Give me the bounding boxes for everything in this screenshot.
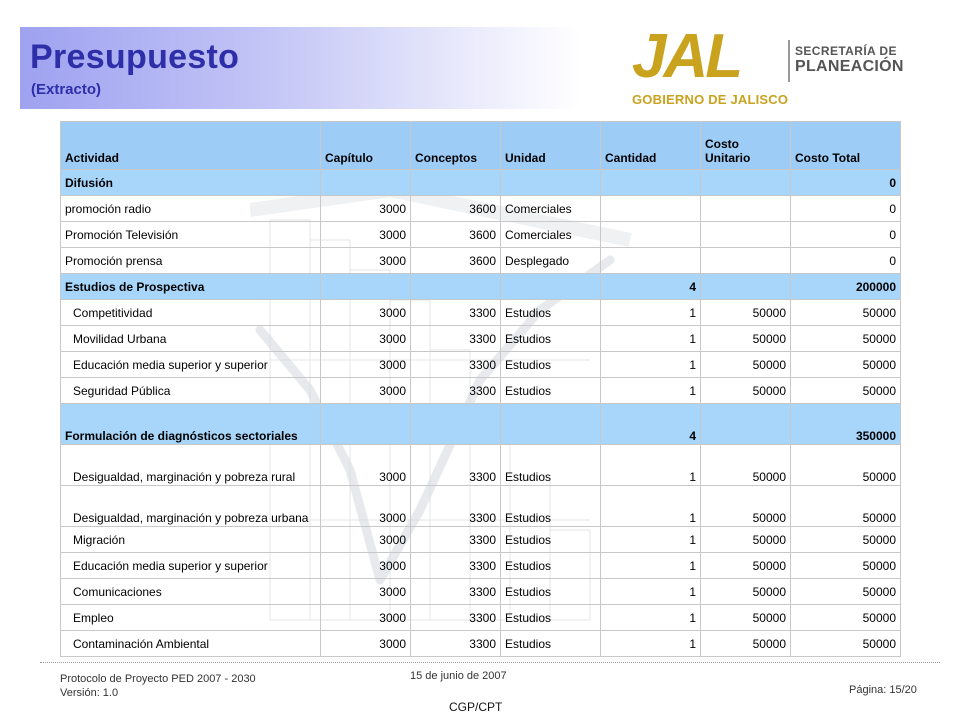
col-header-actividad: Actividad: [61, 122, 321, 170]
table-cell: 3000: [321, 553, 411, 579]
table-cell: 3600: [411, 196, 501, 222]
table-cell: 3300: [411, 445, 501, 486]
table-cell: [411, 274, 501, 300]
table-cell: 0: [791, 248, 901, 274]
table-cell: 4: [601, 274, 701, 300]
table-cell: Estudios: [501, 300, 601, 326]
table-cell: 0: [791, 222, 901, 248]
table-cell: Contaminación Ambiental: [61, 631, 321, 657]
table-cell: 50000: [791, 352, 901, 378]
col-header-conceptos: Conceptos: [411, 122, 501, 170]
table-cell: 3000: [321, 445, 411, 486]
table-cell: 0: [791, 196, 901, 222]
table-cell: Promoción Televisión: [61, 222, 321, 248]
table-cell: 50000: [791, 527, 901, 553]
table-row: [61, 631, 901, 657]
table-row: [61, 486, 901, 527]
table-row: [61, 248, 901, 274]
table-cell: Educación media superior y superior: [61, 553, 321, 579]
table-cell: 1: [601, 527, 701, 553]
logo-secretaria-text: SECRETARÍA DE: [795, 44, 897, 58]
table-cell: 3000: [321, 300, 411, 326]
table-cell: 50000: [791, 486, 901, 527]
table-cell: 3300: [411, 326, 501, 352]
table-cell: 3000: [321, 326, 411, 352]
table-cell: [501, 170, 601, 196]
table-cell: [601, 170, 701, 196]
table-cell: 50000: [791, 378, 901, 404]
logo-planeacion-text: PLANEACIÓN: [795, 58, 904, 75]
table-cell: [701, 170, 791, 196]
footer-org: CGP/CPT: [449, 700, 503, 714]
table-row: [61, 300, 901, 326]
logo-divider: [788, 40, 790, 82]
table-cell: 3600: [411, 222, 501, 248]
table-cell: Comunicaciones: [61, 579, 321, 605]
table-cell: 3600: [411, 248, 501, 274]
table-cell: Empleo: [61, 605, 321, 631]
table-cell: [321, 404, 411, 445]
table-cell: 1: [601, 352, 701, 378]
table-cell: 1: [601, 631, 701, 657]
table-cell: Estudios: [501, 352, 601, 378]
table-cell: Difusión: [61, 170, 321, 196]
table-row: [61, 196, 901, 222]
table-cell: 3000: [321, 579, 411, 605]
table-cell: 3300: [411, 378, 501, 404]
table-row: [61, 579, 901, 605]
table-cell: Estudios: [501, 631, 601, 657]
table-cell: [701, 248, 791, 274]
table-cell: Educación media superior y superior: [61, 352, 321, 378]
table-row: [61, 527, 901, 553]
table-cell: Estudios: [501, 579, 601, 605]
table-cell: [701, 222, 791, 248]
table-cell: 1: [601, 445, 701, 486]
table-cell: 350000: [791, 404, 901, 445]
table-cell: 1: [601, 300, 701, 326]
budget-table: [60, 121, 901, 657]
footer-version: Versión: 1.0: [60, 687, 119, 699]
table-cell: 50000: [791, 445, 901, 486]
category-row: [61, 404, 901, 445]
table-cell: [321, 274, 411, 300]
table-cell: 50000: [791, 300, 901, 326]
table-cell: [701, 196, 791, 222]
table-row: [61, 352, 901, 378]
table-cell: 50000: [701, 445, 791, 486]
table-cell: 3000: [321, 352, 411, 378]
table-cell: [601, 196, 701, 222]
table-row: [61, 326, 901, 352]
footer-page-number: Página: 15/20: [849, 684, 917, 696]
table-cell: 50000: [701, 378, 791, 404]
col-header-cantidad: Cantidad: [601, 122, 701, 170]
table-row: [61, 222, 901, 248]
col-header-capitulo: Capítulo: [321, 122, 411, 170]
table-cell: Estudios: [501, 553, 601, 579]
table-cell: 3300: [411, 486, 501, 527]
table-cell: Estudios de Prospectiva: [61, 274, 321, 300]
table-cell: Desigualdad, marginación y pobreza rural: [61, 445, 321, 486]
table-cell: 3300: [411, 553, 501, 579]
table-cell: 0: [791, 170, 901, 196]
table-cell: 3000: [321, 486, 411, 527]
table-cell: 50000: [791, 553, 901, 579]
footer-date: 15 de junio de 2007: [410, 670, 507, 682]
table-cell: Seguridad Pública: [61, 378, 321, 404]
table-cell: 1: [601, 605, 701, 631]
table-cell: 3000: [321, 196, 411, 222]
table-cell: Promoción prensa: [61, 248, 321, 274]
table-cell: Migración: [61, 527, 321, 553]
page-subtitle: (Extracto): [31, 81, 102, 98]
table-cell: 3000: [321, 527, 411, 553]
table-cell: 1: [601, 553, 701, 579]
table-cell: 3300: [411, 527, 501, 553]
table-cell: [501, 404, 601, 445]
table-cell: 50000: [791, 631, 901, 657]
table-cell: 3300: [411, 631, 501, 657]
footer-divider: [40, 662, 940, 663]
table-cell: Desigualdad, marginación y pobreza urbana: [61, 486, 321, 527]
col-header-unidad: Unidad: [501, 122, 601, 170]
table-cell: 50000: [701, 605, 791, 631]
table-cell: 3300: [411, 605, 501, 631]
table-cell: Competitividad: [61, 300, 321, 326]
table-cell: Estudios: [501, 378, 601, 404]
table-cell: 50000: [791, 326, 901, 352]
table-cell: 3300: [411, 352, 501, 378]
category-row: [61, 274, 901, 300]
table-cell: 50000: [701, 300, 791, 326]
table-cell: 50000: [701, 631, 791, 657]
table-header-row: [61, 122, 901, 170]
table-cell: Desplegado: [501, 248, 601, 274]
table-cell: 50000: [701, 326, 791, 352]
table-cell: 3000: [321, 605, 411, 631]
table-cell: [601, 248, 701, 274]
table-cell: Estudios: [501, 445, 601, 486]
table-cell: 50000: [701, 527, 791, 553]
table-cell: 50000: [701, 352, 791, 378]
col-header-costo-unitario: Costo Unitario: [701, 122, 791, 170]
table-cell: Estudios: [501, 326, 601, 352]
table-cell: 1: [601, 579, 701, 605]
table-cell: promoción radio: [61, 196, 321, 222]
table-cell: Formulación de diagnósticos sectoriales: [61, 404, 321, 445]
table-row: [61, 445, 901, 486]
table-cell: [501, 274, 601, 300]
table-cell: Estudios: [501, 486, 601, 527]
table-cell: 3000: [321, 631, 411, 657]
category-row: [61, 170, 901, 196]
table-cell: Comerciales: [501, 196, 601, 222]
table-cell: 4: [601, 404, 701, 445]
page-title: Presupuesto: [30, 38, 240, 76]
table-cell: 1: [601, 326, 701, 352]
table-cell: [321, 170, 411, 196]
table-cell: [701, 404, 791, 445]
budget-table-body: [61, 170, 901, 657]
table-cell: [701, 274, 791, 300]
table-row: [61, 553, 901, 579]
table-cell: 50000: [791, 579, 901, 605]
table-cell: 3000: [321, 378, 411, 404]
table-cell: 1: [601, 378, 701, 404]
table-cell: Comerciales: [501, 222, 601, 248]
logo-mark: JAL: [632, 22, 741, 91]
table-cell: [601, 222, 701, 248]
table-row: [61, 378, 901, 404]
table-cell: 3000: [321, 248, 411, 274]
table-row: [61, 605, 901, 631]
col-header-costo-total: Costo Total: [791, 122, 901, 170]
table-cell: 50000: [701, 553, 791, 579]
table-cell: 3000: [321, 222, 411, 248]
logo-government-text: GOBIERNO DE JALISCO: [632, 92, 789, 107]
table-cell: 3300: [411, 300, 501, 326]
table-cell: Estudios: [501, 605, 601, 631]
table-cell: 1: [601, 486, 701, 527]
table-cell: Movilidad Urbana: [61, 326, 321, 352]
footer-protocol: Protocolo de Proyecto PED 2007 - 2030: [60, 673, 256, 685]
table-cell: 3300: [411, 579, 501, 605]
table-cell: Estudios: [501, 527, 601, 553]
table-cell: 50000: [701, 486, 791, 527]
table-cell: [411, 404, 501, 445]
gobierno-jalisco-logo: [630, 22, 904, 112]
table-cell: 50000: [791, 605, 901, 631]
table-cell: 50000: [701, 579, 791, 605]
table-cell: 200000: [791, 274, 901, 300]
table-cell: [411, 170, 501, 196]
